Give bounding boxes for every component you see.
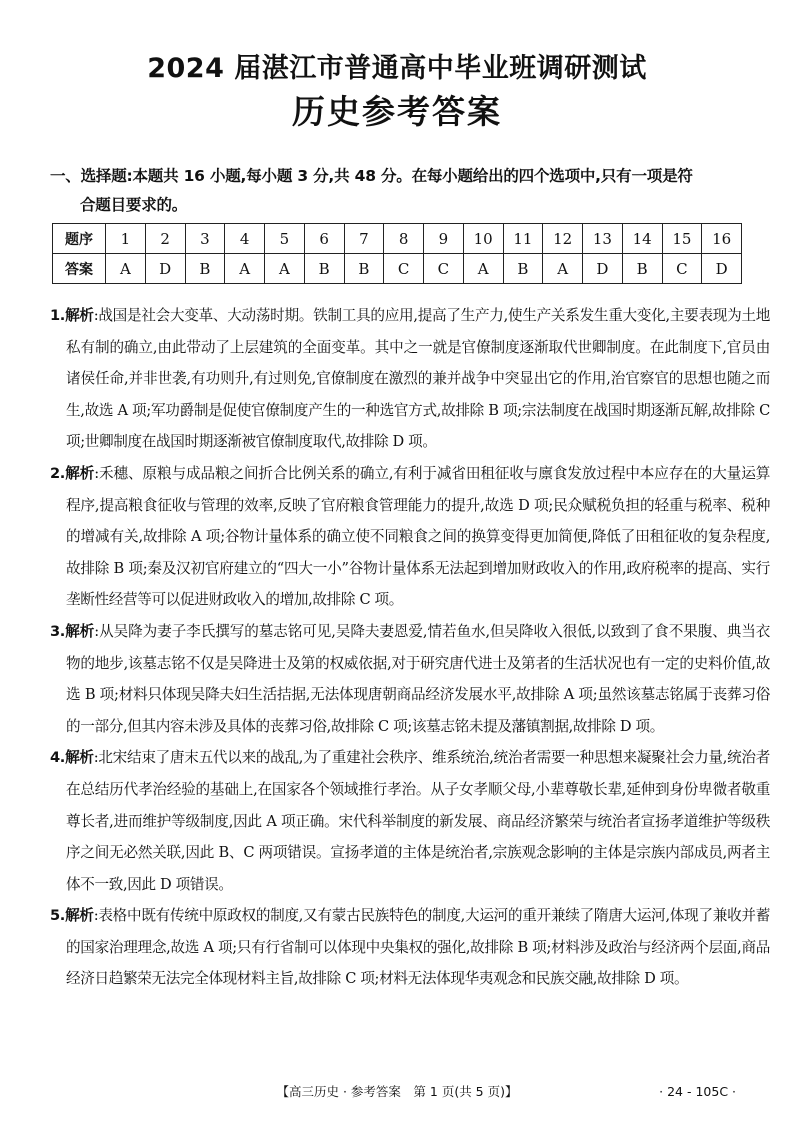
question-number: 16 — [702, 224, 742, 254]
answer-cell: B — [344, 254, 384, 284]
answer-cell: B — [185, 254, 225, 284]
exam-title: 2024 届湛江市普通高中毕业班调研测试 — [147, 53, 647, 84]
answer-cell: B — [622, 254, 662, 284]
answer-cell: A — [543, 254, 583, 284]
answer-cell: A — [463, 254, 503, 284]
answer-header: 答案 — [53, 254, 106, 284]
explanation-number: 5. — [50, 907, 65, 925]
question-number: 5 — [265, 224, 305, 254]
question-number: 10 — [463, 224, 503, 254]
explanation-list — [50, 300, 770, 995]
section-heading-line2: 合题目要求的。 — [80, 196, 188, 214]
answer-cell: D — [145, 254, 185, 284]
answer-cell: C — [424, 254, 464, 284]
document-subtitle: 历史参考答案 — [292, 92, 502, 131]
answer-table-answer-row — [53, 254, 742, 284]
footer-page-info: 【高三历史 · 参考答案 第 1 页(共 5 页)】 — [276, 1084, 518, 1099]
explanation-label: 解析 — [65, 907, 94, 925]
answer-cell: B — [304, 254, 344, 284]
explanation-item — [50, 742, 770, 900]
question-number: 13 — [583, 224, 623, 254]
question-number: 8 — [384, 224, 424, 254]
answer-cell: A — [265, 254, 305, 284]
explanation-item — [50, 458, 770, 616]
answer-table-number-row — [53, 224, 742, 254]
question-number: 2 — [145, 224, 185, 254]
explanation-item — [50, 616, 770, 742]
explanation-label: 解析 — [65, 307, 94, 324]
explanation-number: 2. — [50, 464, 65, 482]
question-number: 15 — [662, 224, 702, 254]
explanation-text: :北宋结束了唐末五代以来的战乱,为了重建社会秩序、维系统治,统治者需要一种思想来凝聚社会力量,统治者在总结历代孝治经验的基础上,在国家各个领域推行孝治。从子女孝顺父母,小辈尊敬长辈,延伸到身份卑微者敬重尊长者,进而维护等级制度,因此 A 项正确。宋代科举制度的新发展、商品经济繁荣与统治者宣扬孝道维护等级秩序之间无必然关联,因此 B、C 两项错误。宣扬孝道的主体是统治者,宗族观念影响的主体是宗族内部成员,两者主体不一致,因此 D 项错误。 — [66, 749, 770, 893]
explanation-number: 3. — [50, 622, 65, 640]
explanation-text: :表格中既有传统中原政权的制度,又有蒙古民族特色的制度,大运河的重开兼续了隋唐大运河,体现了兼收并蓄的国家治理理念,故选 A 项;只有行省制可以体现中央集权的强化,故排除 B 项;材料涉及政治与经济两个层面,商品经济日趋繁荣无法完全体现材料主旨,故排除 C 项;材料无法体现华夷观念和民族交融,故排除 D 项。 — [66, 907, 770, 988]
explanation-number: 4. — [50, 749, 65, 767]
answer-cell: D — [583, 254, 623, 284]
answer-table — [52, 223, 742, 284]
answer-cell: C — [384, 254, 424, 284]
answer-cell: D — [702, 254, 742, 284]
explanation-label: 解析 — [65, 464, 95, 482]
explanation-item — [50, 300, 770, 458]
answer-cell: A — [106, 254, 146, 284]
question-number: 9 — [424, 224, 464, 254]
explanation-item — [50, 900, 770, 995]
answer-cell: A — [225, 254, 265, 284]
explanation-text: :从吴降为妻子李氏撰写的墓志铭可见,吴降夫妻恩爱,情若鱼水,但吴降收入很低,以致到了食不果腹、典当衣物的地步,该墓志铭不仅是吴降进士及第的权威依据,对于研究唐代进士及第者的生活状况也有一定的史料价值,故选 B 项;材料只体现吴降夫妇生活拮据,无法体现唐朝商品经济发展水平,故排除 A 项;虽然该墓志铭属于丧葬习俗的一部分,但其内容未涉及具体的丧葬习俗,故排除 C 项;该墓志铭未提及藩镇割据,故排除 D 项。 — [66, 622, 770, 735]
question-number: 6 — [304, 224, 344, 254]
explanation-number: 1. — [50, 307, 65, 324]
section-heading — [50, 162, 770, 220]
question-number: 14 — [622, 224, 662, 254]
answer-cell: C — [662, 254, 702, 284]
footer-exam-code: · 24 - 105C · — [659, 1084, 736, 1099]
explanation-label: 解析 — [65, 749, 94, 767]
question-number: 7 — [344, 224, 384, 254]
explanation-text: :禾穗、原粮与成品粮之间折合比例关系的确立,有利于减省田租征收与廪食发放过程中本应存在的大量运算程序,提高粮食征收与管理的效率,反映了官府粮食管理能力的提升,故选 D 项;民众赋税负担的轻重与税率、税种的增减有关,故排除 A 项;谷物计量体系的确立使不同粮食之间的换算变得更加简便,降低了田租征收的复杂程度,故排除 B 项;秦及汉初官府建立的“四大一小”谷物计量体系无法起到增加财政收入的作用,政府税率的提高、实行垄断性经营等可以促进财政收入的增加,故排除 C 项。 — [66, 464, 770, 609]
question-number: 1 — [106, 224, 146, 254]
explanation-label: 解析 — [65, 622, 95, 640]
question-number: 4 — [225, 224, 265, 254]
question-number-header: 题序 — [53, 224, 106, 254]
question-number: 3 — [185, 224, 225, 254]
explanation-text: :战国是社会大变革、大动荡时期。铁制工具的应用,提高了生产力,使生产关系发生重大变化,主要表现为土地私有制的确立,由此带动了上层建筑的全面变革。其中之一就是官僚制度逐渐取代世卿制度。在此制度下,官员由诸侯任命,并非世袭,有功则升,有过则免,官僚制度在激烈的兼并战争中突显出它的作用,治官察官的思想也随之而生,故选 A 项;军功爵制是促使官僚制度产生的一种选官方式,故排除 B 项;宗法制度在战国时期逐渐瓦解,故排除 C 项;世卿制度在战国时期逐渐被官僚制度取代,故排除 D 项。 — [66, 307, 770, 451]
section-heading-line1: 一、选择题:本题共 16 小题,每小题 3 分,共 48 分。在每小题给出的四个选项中,只有一项是符 — [50, 167, 693, 185]
question-number: 11 — [503, 224, 543, 254]
question-number: 12 — [543, 224, 583, 254]
answer-cell: B — [503, 254, 543, 284]
